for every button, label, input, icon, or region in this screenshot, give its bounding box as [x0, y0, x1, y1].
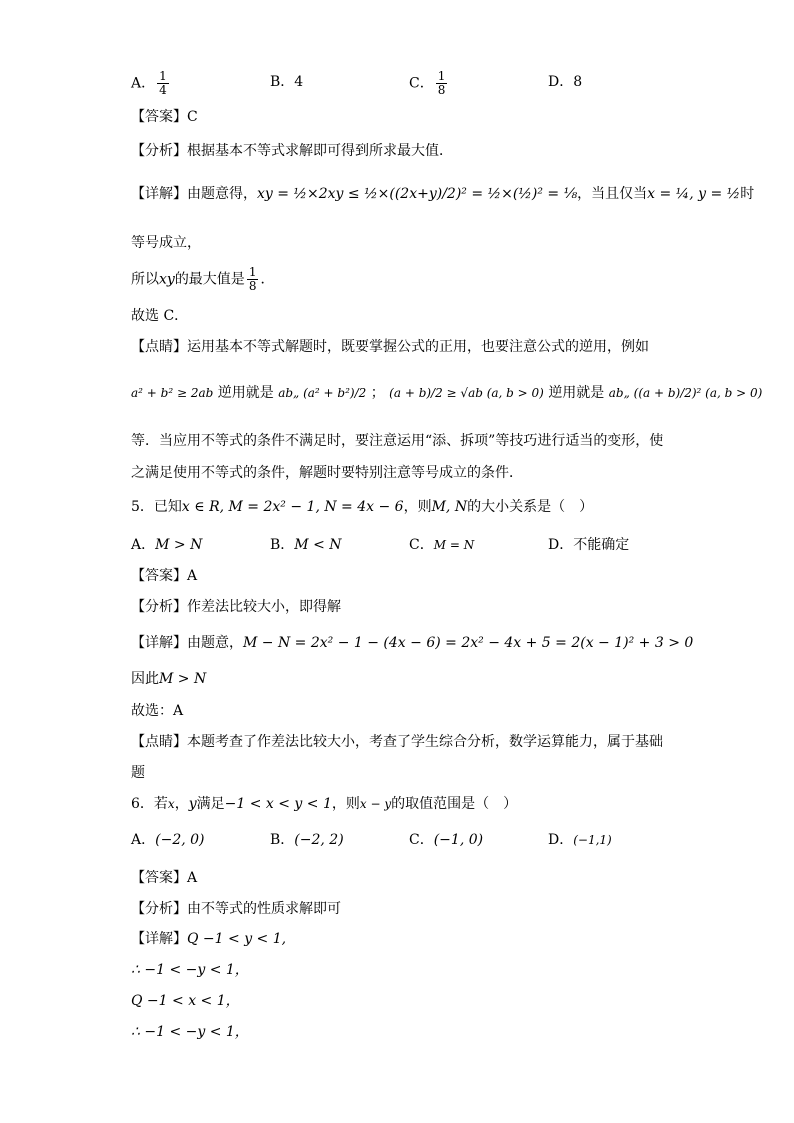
- comment-text: 本题考查了作差法比较大小，考查了学生综合分析，数学运算能力，属于基础: [187, 734, 663, 750]
- analysis-tag: 【分析】: [131, 599, 187, 615]
- q5-comment-line2: 题: [131, 765, 145, 781]
- fraction: [436, 70, 448, 97]
- formula: x ∈ R, M = 2x² − 1, N = 4x − 6: [181, 499, 404, 515]
- detail-formula: xy = ½×2xy ≤ ½×((2x+y)/2)² = ½×(½)² = ⅛: [257, 186, 578, 202]
- text: ，: [174, 796, 189, 812]
- q5-option-c: [409, 535, 474, 555]
- option-math: M < N: [294, 537, 342, 553]
- q6-detail-line2: ∴ −1 < −y < 1，: [131, 962, 249, 978]
- detail-formula: M − N = 2x² − 1 − (4x − 6) = 2x² − 4x + 5 = 2(x − 1)² + 3 > 0: [243, 635, 694, 651]
- option-label: B．: [270, 832, 295, 848]
- option-label: A．: [131, 832, 156, 848]
- q4-detail: [131, 184, 754, 204]
- detail-lead: 由题意，: [187, 635, 243, 651]
- numerator: 1: [248, 265, 257, 279]
- answer-value: A: [187, 870, 198, 886]
- detail-tag: 【详解】: [131, 635, 187, 651]
- comment-text: 运用基本不等式解题时，既要掌握公式的正用，也要注意公式的逆用，例如: [187, 339, 649, 355]
- detail-tag: 【详解】: [131, 186, 187, 202]
- q5-detail: [131, 633, 693, 653]
- answer-value: C: [187, 109, 198, 125]
- text: ．: [260, 271, 275, 288]
- q5-choose: 故选：A: [131, 703, 184, 719]
- text: ，则: [331, 796, 360, 812]
- q6-detail-line3: Q −1 < x < 1，: [131, 993, 240, 1009]
- q5-stem: [131, 497, 593, 517]
- denominator: 4: [159, 83, 167, 97]
- variable: xy: [159, 271, 175, 288]
- option-math: M > N: [155, 537, 203, 553]
- formula: M > N: [159, 671, 207, 687]
- option-label: D．: [548, 832, 574, 848]
- option-math: (−2, 0): [155, 832, 205, 848]
- text: 逆用就是: [217, 385, 274, 401]
- q4-option-b: B．4: [270, 74, 304, 90]
- analysis-text: 作差法比较大小，即得解: [187, 599, 341, 615]
- text: 所以: [131, 271, 159, 288]
- detail-cond-post: 时: [740, 186, 755, 202]
- comment-tag: 【点睛】: [131, 339, 187, 355]
- q5-therefore: [131, 669, 206, 689]
- q6-option-b: [270, 830, 344, 850]
- option-math: (−1, 0): [433, 832, 484, 848]
- q4-option-c: [409, 70, 449, 97]
- q4-option-a: [131, 70, 171, 97]
- variable: x: [167, 797, 175, 811]
- q4-option-d: D．8: [548, 74, 583, 90]
- detail-formula: Q −1 < y < 1,: [187, 931, 287, 947]
- numerator: 1: [159, 69, 167, 83]
- option-label: C．: [409, 832, 434, 848]
- formula: −1 < x < y < 1: [224, 796, 332, 812]
- option-label: A．: [131, 75, 156, 92]
- answer-tag: 【答案】: [131, 870, 187, 886]
- q6-analysis: [131, 899, 341, 919]
- option-label: C．: [409, 75, 434, 92]
- formula: ab„ (a² + b²)/2: [278, 386, 367, 400]
- option-label: C．: [409, 537, 434, 553]
- formula: ab„ ((a + b)/2)² (a, b > 0): [608, 386, 763, 400]
- analysis-text: 由不等式的性质求解即可: [187, 901, 341, 917]
- q6-option-d: [548, 830, 612, 850]
- answer-tag: 【答案】: [131, 568, 187, 584]
- text: 6．若: [131, 796, 168, 812]
- q4-comment-line4: 之满足使用不等式的条件，解题时要特别注意等号成立的条件．: [131, 465, 523, 481]
- detail-tag: 【详解】: [131, 931, 187, 947]
- detail-cond-pre: ，当且仅当: [577, 186, 648, 202]
- fraction: [247, 266, 259, 293]
- formula: x − y: [359, 797, 392, 811]
- denominator: 8: [437, 83, 446, 97]
- text: ；: [370, 385, 385, 401]
- analysis-text: 根据基本不等式求解即可得到所求最大值．: [187, 143, 453, 159]
- q5-comment: [131, 732, 663, 752]
- numerator: 1: [437, 69, 446, 83]
- q5-option-b: [270, 535, 342, 555]
- q4-analysis: [131, 141, 453, 161]
- comment-tag: 【点睛】: [131, 734, 187, 750]
- q6-detail: [131, 929, 286, 949]
- variable: y: [188, 796, 197, 812]
- option-math: (−1,1): [573, 833, 612, 847]
- formula: a² + b² ≥ 2ab: [131, 386, 214, 400]
- q5-option-d: D．不能确定: [548, 537, 630, 553]
- analysis-tag: 【分析】: [131, 901, 187, 917]
- q4-comment-line3: 等．当应用不等式的条件不满足时，要注意运用“添、拆项”等技巧进行适当的变形，使: [131, 433, 664, 449]
- text: 的取值范围是（ ）: [391, 796, 518, 812]
- detail-cond: x = ¼, y = ½: [647, 186, 741, 202]
- text: 的最大值是: [174, 271, 245, 288]
- text: 5．已知: [131, 499, 182, 515]
- q4-choose: 故选 C．: [131, 308, 189, 324]
- denominator: 8: [248, 279, 257, 293]
- q4-comment-line2: [131, 383, 762, 403]
- text: ，则: [403, 499, 432, 515]
- text: 满足: [196, 796, 225, 812]
- option-math: (−2, 2): [294, 832, 344, 848]
- q4-answer: [131, 107, 198, 127]
- analysis-tag: 【分析】: [131, 143, 187, 159]
- option-label: A．: [131, 537, 156, 553]
- q5-analysis: [131, 597, 341, 617]
- formula: (a + b)/2 ≥ √ab (a, b > 0): [389, 386, 544, 400]
- detail-lead: 由题意得，: [187, 186, 257, 202]
- q5-answer: [131, 566, 197, 586]
- q6-detail-line4: ∴ −1 < −y < 1，: [131, 1024, 249, 1040]
- q6-option-c: [409, 830, 483, 850]
- q6-answer: [131, 868, 197, 888]
- option-math: M = N: [433, 538, 475, 552]
- q6-option-a: [131, 830, 205, 850]
- text: 因此: [131, 671, 159, 687]
- q5-option-a: [131, 535, 202, 555]
- fraction: [157, 70, 169, 97]
- text: 逆用就是: [548, 385, 605, 401]
- answer-value: A: [187, 568, 198, 584]
- q4-detail-line2: 等号成立，: [131, 235, 201, 251]
- text: 的大小关系是（ ）: [467, 499, 594, 515]
- q4-comment: [131, 337, 649, 357]
- answer-tag: 【答案】: [131, 109, 187, 125]
- option-label: B．: [270, 537, 295, 553]
- q4-detail-line3: [131, 266, 274, 293]
- variables: M, N: [431, 499, 468, 515]
- q6-stem: [131, 794, 517, 814]
